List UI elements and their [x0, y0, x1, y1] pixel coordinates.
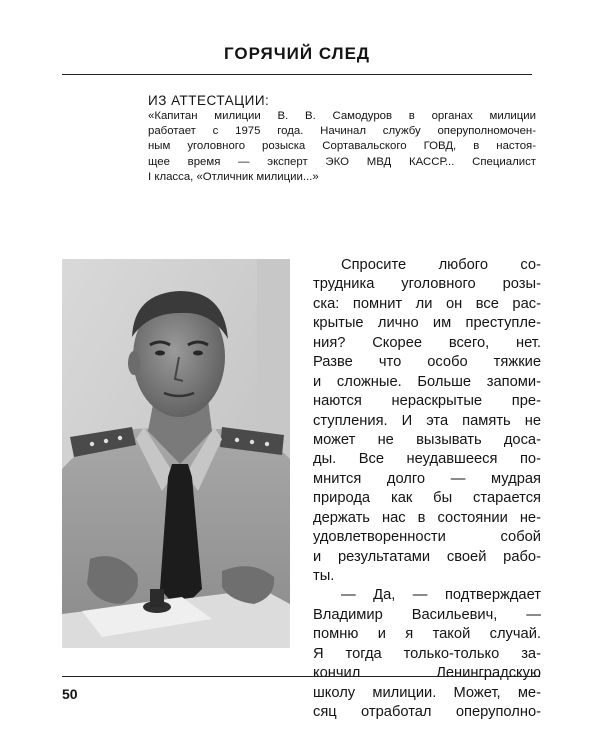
attestation-excerpt — [148, 93, 536, 185]
text-line: ния? Скорее всего, нет. — [313, 334, 541, 351]
text-line: Владимир Васильевич, — — [313, 606, 541, 623]
excerpt-line: щее время — эксперт ЭКО МВД КАССР... Специалист — [148, 155, 536, 168]
excerpt-title: ИЗ АТТЕСТАЦИИ: — [148, 93, 270, 108]
text-line: помню и я такой случай. — [313, 626, 541, 643]
text-line: Спросите любого со- — [341, 257, 541, 273]
text-line: наются нераскрытые пре- — [313, 393, 541, 410]
excerpt-line: работает с 1975 года. Начинал службу оперуполномочен- — [148, 125, 536, 138]
text-line: природа как бы старается — [313, 490, 541, 507]
excerpt-line: «Капитан милиции В. В. Самодуров в органах милиции — [148, 110, 536, 122]
text-line: кончил Ленинградскую — [313, 665, 541, 682]
text-line: ступления. И эта память не — [313, 412, 541, 429]
text-line: трудника уголовного розы- — [313, 276, 541, 293]
title-rule — [62, 74, 532, 75]
page-number: 50 — [62, 686, 78, 702]
text-line: и результатами своей рабо- — [313, 548, 541, 565]
excerpt-line: ным уголовного розыска Сортавальского ГОВД, в настоя- — [148, 140, 536, 153]
text-line: держать нас в состоянии не- — [313, 509, 541, 526]
text-line: Разве что особо тяжкие — [313, 354, 541, 371]
text-line: ды. Все неудавшееся по- — [313, 451, 541, 468]
text-line: и сложные. Больше запоми- — [313, 373, 541, 390]
portrait-photo — [62, 259, 290, 648]
text-line: Я тогда только-только за- — [313, 645, 541, 662]
text-line: — Да, — подтверждает — [341, 587, 541, 604]
chapter-title: ГОРЯЧИЙ СЛЕД — [223, 44, 371, 63]
text-line: ты. — [313, 568, 335, 584]
text-line: школу милиции. Может, ме- — [313, 684, 541, 701]
footer-rule — [62, 676, 540, 677]
text-line: мнится долго — мудрая — [313, 470, 541, 487]
text-line: удовлетворенности собой — [313, 529, 541, 546]
text-line: крытые лично им преступле- — [313, 315, 541, 332]
portrait-illustration — [62, 259, 290, 648]
text-line: сяц отработал оперуполно- — [313, 704, 541, 721]
text-line: ска: помнит ли он все рас- — [313, 295, 541, 312]
excerpt-line: I класса, «Отличник милиции...» — [148, 170, 319, 183]
article-body — [313, 256, 541, 723]
text-line: может не вызывать доса- — [313, 431, 541, 448]
